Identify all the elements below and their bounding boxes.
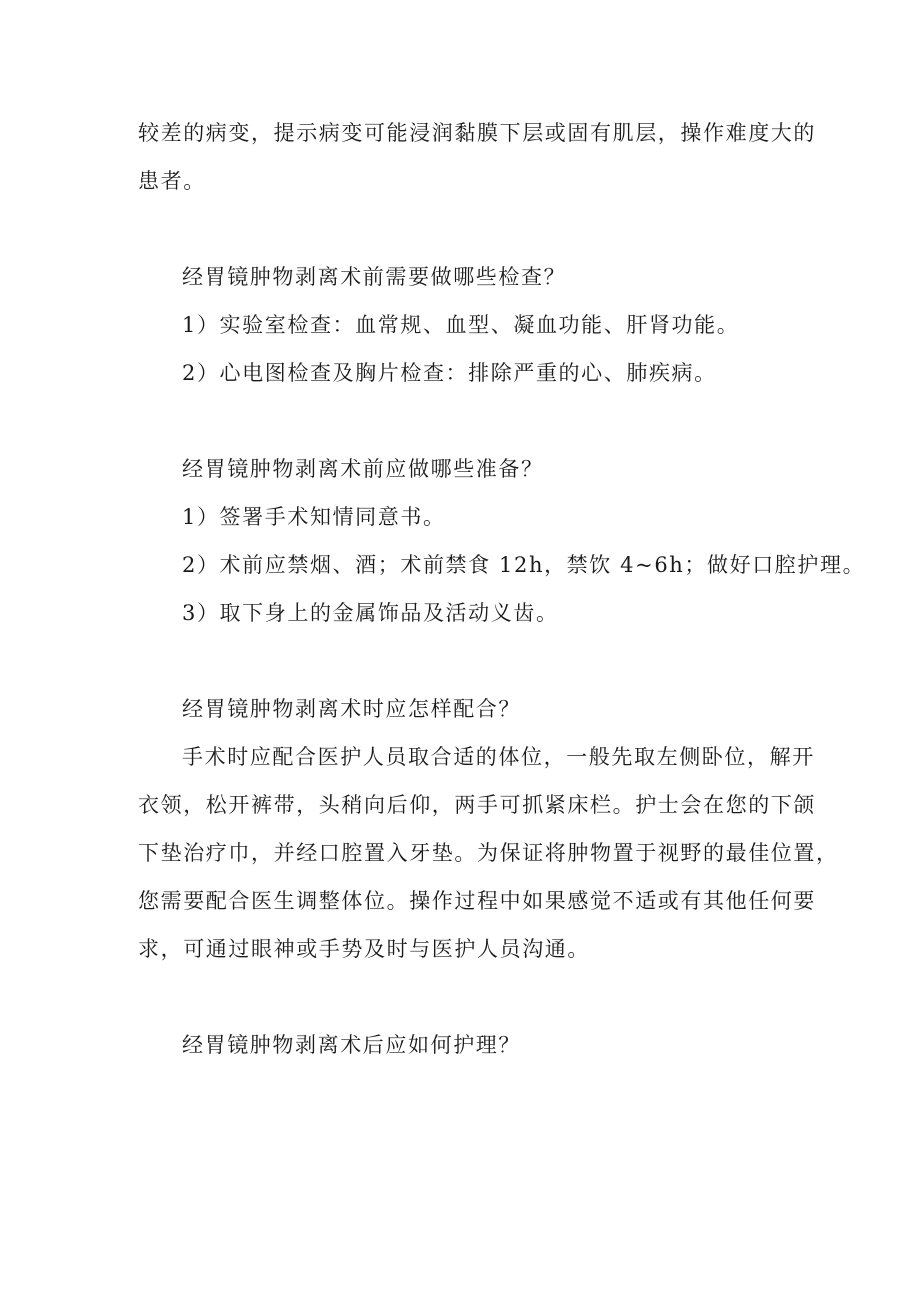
prep-item-2: 2）术前应禁烟、酒；术前禁食 12h，禁饮 4~6h；做好口腔护理。	[182, 553, 866, 577]
cooperate-line-4: 您需要配合医生调整体位。操作过程中如果感觉不适或有其他任何要	[138, 889, 816, 913]
intro-line-1: 较差的病变，提示病变可能浸润黏膜下层或固有肌层，操作难度大的	[138, 121, 816, 145]
prep-item-3: 3）取下身上的金属饰品及活动义齿。	[182, 601, 559, 625]
cooperate-line-1: 手术时应配合医护人员取合适的体位，一般先取左侧卧位，解开	[182, 745, 815, 769]
exam-item-1: 1）实验室检查：血常规、血型、凝血功能、肝肾功能。	[182, 313, 740, 337]
prep-item-1: 1）签署手术知情同意书。	[182, 505, 446, 529]
heading-care: 经胃镜肿物剥离术后应如何护理？	[182, 1033, 521, 1057]
heading-exams: 经胃镜肿物剥离术前需要做哪些检查？	[182, 265, 567, 289]
cooperate-line-3: 下垫治疗巾，并经口腔置入牙垫。为保证将肿物置于视野的最佳位置，	[138, 841, 839, 865]
heading-cooperate: 经胃镜肿物剥离术时应怎样配合？	[182, 697, 521, 721]
heading-prep: 经胃镜肿物剥离术前应做哪些准备？	[182, 457, 544, 481]
cooperate-line-5: 求，可通过眼神或手势及时与医护人员沟通。	[138, 937, 590, 961]
cooperate-line-2: 衣领，松开裤带，头稍向后仰，两手可抓紧床栏。护士会在您的下颌	[138, 793, 816, 817]
exam-item-2: 2）心电图检查及胸片检查：排除严重的心、肺疾病。	[182, 361, 717, 385]
intro-line-2: 患者。	[138, 169, 206, 193]
